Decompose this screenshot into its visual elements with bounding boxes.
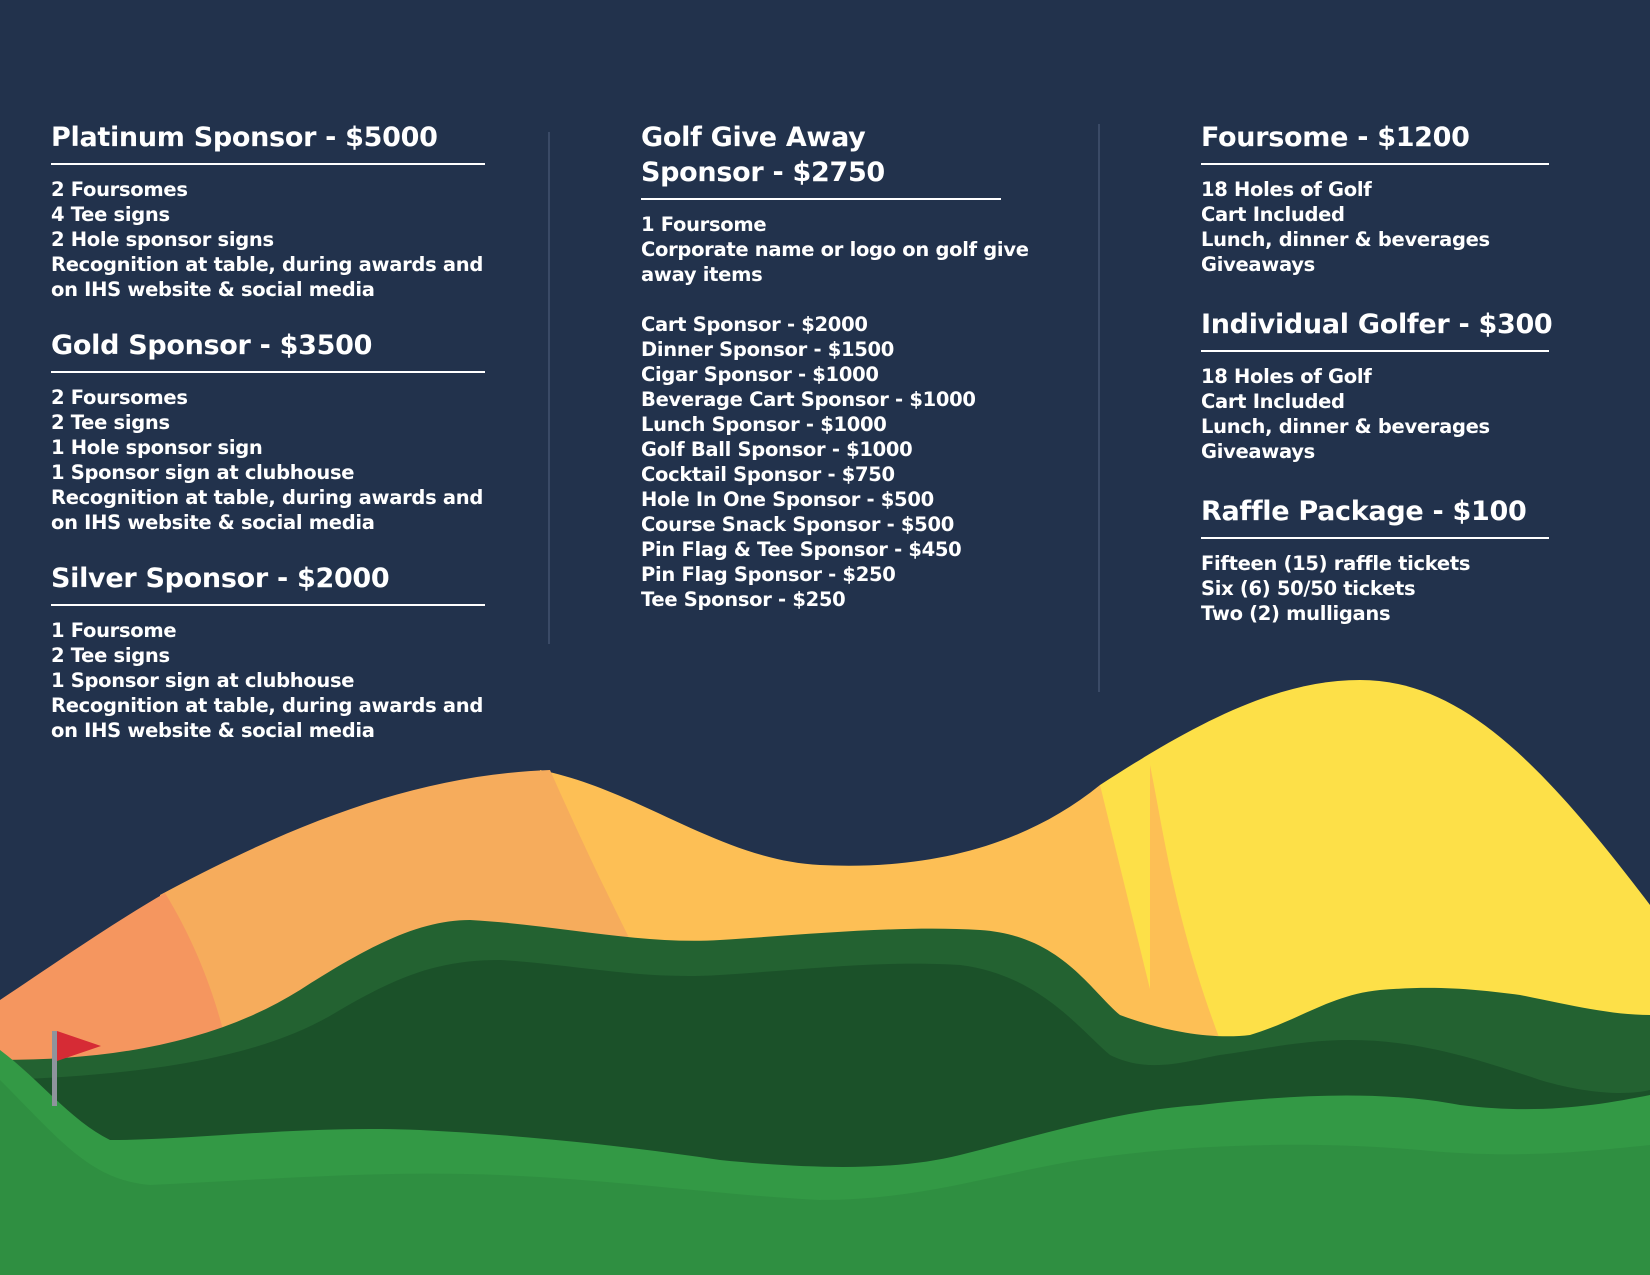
heading-platinum: Platinum Sponsor - $5000: [51, 120, 485, 165]
section-individual-golfer: [1201, 307, 1553, 464]
list-item: 2 Tee signs: [51, 411, 170, 434]
list-item: Lunch, dinner & beverages: [1201, 415, 1490, 438]
list-item: 4 Tee signs: [51, 203, 170, 226]
list-item: away items: [641, 263, 763, 286]
list-item: 2 Foursomes: [51, 178, 188, 201]
list-item: Recognition at table, during awards and: [51, 486, 483, 509]
heading-silver: Silver Sponsor - $2000: [51, 561, 485, 606]
flag-pole: [52, 1031, 57, 1106]
sponsorship-item: Cigar Sponsor - $1000: [641, 363, 879, 386]
list-item: on IHS website & social media: [51, 511, 375, 534]
column-left: [51, 120, 485, 769]
list-item: 2 Foursomes: [51, 386, 188, 409]
list-silver: [51, 618, 485, 743]
sponsorship-item: Cart Sponsor - $2000: [641, 313, 868, 336]
heading-foursome: Foursome - $1200: [1201, 120, 1549, 165]
section-foursome: [1201, 120, 1549, 277]
heading-line-1: Golf Give Away: [641, 122, 866, 153]
list-item: on IHS website & social media: [51, 719, 375, 742]
heading-raffle-package: Raffle Package - $100: [1201, 494, 1549, 539]
list-spacer: [641, 287, 1041, 312]
list-item: 1 Sponsor sign at clubhouse: [51, 669, 355, 692]
sponsorship-item: Course Snack Sponsor - $500: [641, 513, 954, 536]
sponsorship-item: Cocktail Sponsor - $750: [641, 463, 895, 486]
list-item: Cart Included: [1201, 203, 1345, 226]
list-golf-give-away: [641, 212, 1041, 612]
list-item: Recognition at table, during awards and: [51, 694, 483, 717]
list-raffle-package: [1201, 551, 1549, 626]
heading-golf-give-away: [641, 120, 1001, 200]
list-item: 18 Holes of Golf: [1201, 178, 1372, 201]
list-item: Corporate name or logo on golf give: [641, 238, 1029, 261]
list-platinum: [51, 177, 485, 302]
column-right: [1201, 120, 1553, 656]
section-platinum: [51, 120, 485, 302]
sponsorship-item: Hole In One Sponsor - $500: [641, 488, 934, 511]
column-middle: [641, 120, 1041, 612]
list-individual-golfer: [1201, 364, 1549, 464]
list-item: Giveaways: [1201, 440, 1315, 463]
list-item: 1 Foursome: [51, 619, 177, 642]
list-item: 2 Tee signs: [51, 644, 170, 667]
list-item: 18 Holes of Golf: [1201, 365, 1372, 388]
list-item: Six (6) 50/50 tickets: [1201, 577, 1416, 600]
section-raffle-package: [1201, 494, 1549, 626]
divider-left: [548, 132, 550, 644]
list-item: Cart Included: [1201, 390, 1345, 413]
sponsorship-item: Lunch Sponsor - $1000: [641, 413, 887, 436]
list-foursome: [1201, 177, 1549, 277]
list-item: Giveaways: [1201, 253, 1315, 276]
divider-right: [1098, 124, 1100, 692]
list-item: 1 Sponsor sign at clubhouse: [51, 461, 355, 484]
list-item: 1 Foursome: [641, 213, 767, 236]
section-gold: [51, 328, 485, 535]
heading-gold: Gold Sponsor - $3500: [51, 328, 485, 373]
list-item: Fifteen (15) raffle tickets: [1201, 552, 1471, 575]
list-item: Two (2) mulligans: [1201, 602, 1391, 625]
list-item: Recognition at table, during awards and: [51, 253, 483, 276]
list-item: on IHS website & social media: [51, 278, 375, 301]
section-silver: [51, 561, 485, 743]
sponsorship-item: Pin Flag Sponsor - $250: [641, 563, 896, 586]
list-item: 2 Hole sponsor signs: [51, 228, 274, 251]
heading-line-2: Sponsor - $2750: [641, 157, 885, 188]
sponsorship-item: Tee Sponsor - $250: [641, 588, 846, 611]
list-gold: [51, 385, 485, 535]
sponsorship-item: Dinner Sponsor - $1500: [641, 338, 895, 361]
sponsorship-item: Golf Ball Sponsor - $1000: [641, 438, 913, 461]
list-item: Lunch, dinner & beverages: [1201, 228, 1490, 251]
sponsorship-item: Beverage Cart Sponsor - $1000: [641, 388, 976, 411]
heading-individual-golfer: Individual Golfer - $300: [1201, 307, 1549, 352]
sponsorship-item: Pin Flag & Tee Sponsor - $450: [641, 538, 962, 561]
list-item: 1 Hole sponsor sign: [51, 436, 263, 459]
